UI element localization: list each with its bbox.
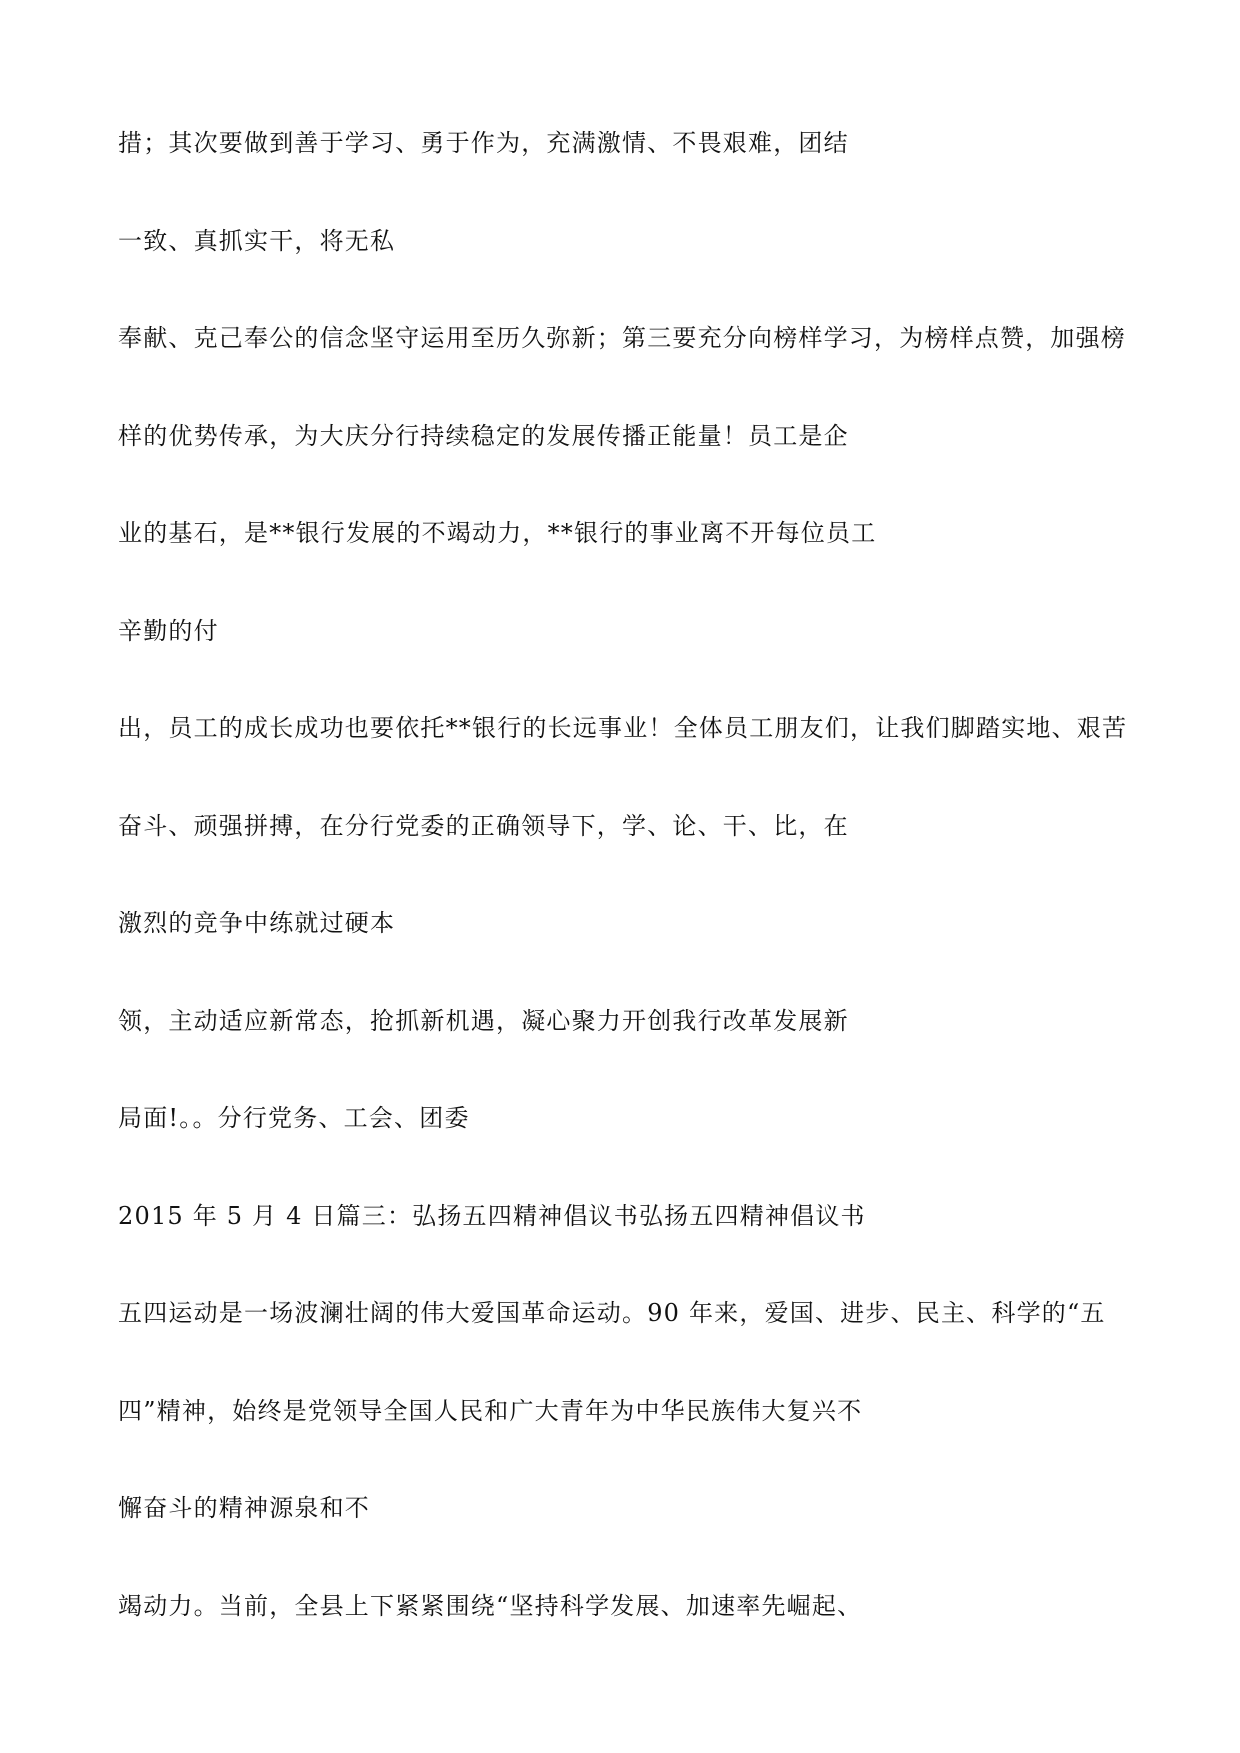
text-line: 出，员工的成长成功也要依托**银行的长远事业！全体员工朋友们，让我们脚踏实地、艰苦 (118, 714, 1128, 742)
text-line: 奋斗、顽强拼搏，在分行党委的正确领导下，学、论、干、比，在 (118, 812, 849, 840)
text-line: 局面!。。分行党务、工会、团委 (118, 1104, 470, 1132)
text-line: 样的优势传承，为大庆分行持续稳定的发展传播正能量！员工是企 (118, 422, 849, 450)
text-line: 五四运动是一场波澜壮阔的伟大爱国革命运动。90 年来，爱国、进步、民主、科学的“五 (118, 1299, 1106, 1327)
section-heading-line: 2015 年 5 月 4 日篇三：弘扬五四精神倡议书弘扬五四精神倡议书 (118, 1202, 866, 1230)
text-line: 竭动力。当前，全县上下紧紧围绕“坚持科学发展、加速率先崛起、 (118, 1592, 863, 1620)
text-line: 措；其次要做到善于学习、勇于作为，充满激情、不畏艰难，团结 (118, 129, 849, 157)
text-line: 业的基石，是**银行发展的不竭动力，**银行的事业离不开每位员工 (118, 519, 877, 547)
text-line: 一致、真抓实干，将无私 (118, 227, 396, 255)
text-line: 领，主动适应新常态，抢抓新机遇，凝心聚力开创我行改革发展新 (118, 1007, 849, 1035)
text-line: 奉献、克己奉公的信念坚守运用至历久弥新；第三要充分向榜样学习，为榜样点赞，加强榜 (118, 324, 1126, 352)
text-line: 四”精神，始终是党领导全国人民和广大青年为中华民族伟大复兴不 (118, 1397, 863, 1425)
text-line: 辛勤的付 (118, 617, 219, 645)
text-line: 激烈的竞争中练就过硬本 (118, 909, 396, 937)
text-line: 懈奋斗的精神源泉和不 (118, 1494, 370, 1522)
